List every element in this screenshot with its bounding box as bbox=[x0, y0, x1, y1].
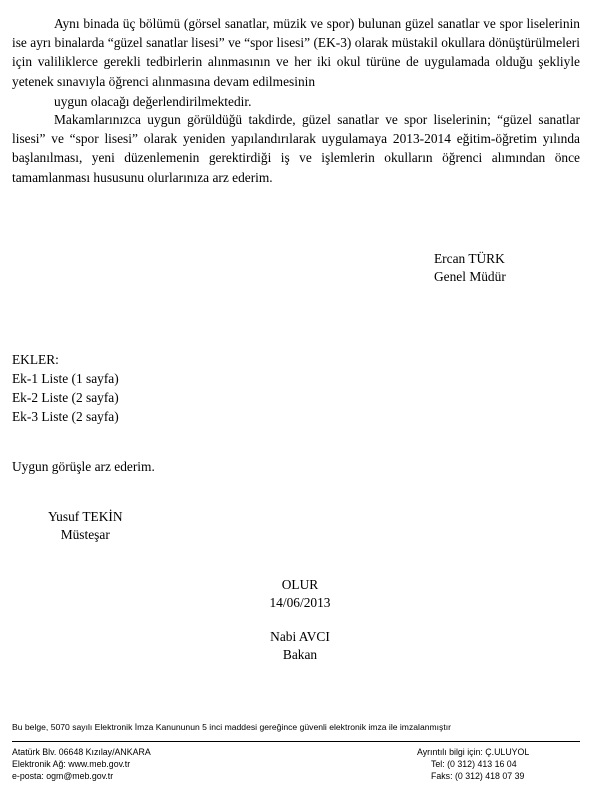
footer-contact-person: Ayrıntılı bilgi için: Ç.ULUYOL bbox=[417, 747, 530, 757]
minister-signature-block bbox=[230, 628, 370, 664]
footer-divider bbox=[12, 741, 580, 742]
undersecretary-signature-block bbox=[48, 508, 123, 544]
minister-name: Nabi AVCI bbox=[270, 629, 330, 644]
director-signature-block bbox=[434, 250, 506, 286]
attachments-list bbox=[12, 350, 119, 426]
body-continuation-line: uygun olacağı değerlendirilmektedir. bbox=[54, 94, 252, 109]
attachment-item: Ek-3 Liste (2 sayfa) bbox=[12, 409, 119, 424]
approval-date: 14/06/2013 bbox=[269, 595, 331, 610]
undersecretary-title: Müsteşar bbox=[60, 527, 110, 542]
footer-email-link[interactable]: e-posta: ogm@meb.gov.tr bbox=[12, 771, 114, 781]
director-title: Genel Müdür bbox=[434, 269, 506, 284]
footer-phone: Tel: (0 312) 413 16 04 bbox=[431, 759, 517, 769]
attachment-item: Ek-2 Liste (2 sayfa) bbox=[12, 390, 119, 405]
footer-address-block bbox=[12, 746, 151, 782]
electronic-signature-note: Bu belge, 5070 sayılı Elektronik İmza Kanununun 5 inci maddesi gereğince güvenli elektronik imza ile imzalanmıştır bbox=[12, 722, 451, 732]
minister-title: Bakan bbox=[282, 647, 318, 662]
body-paragraph-2: Makamlarınızca uygun görüldüğü takdirde, güzel sanatlar ve spor liselerinin; “güzel sanatlar lisesi” ve “spor lisesi” olarak yeniden yapılandırılarak uygulamaya 2013-2014 eğitim-öğretim yılında başlanılması, yeni düzenlemenin gerektirdiği iş ve işlemlerin okulların öğrenci alımından önce tamamlanması hususunu olurlarınıza arz ederim. bbox=[12, 112, 580, 185]
approval-label: OLUR bbox=[281, 577, 319, 592]
footer-web-link[interactable]: Elektronik Ağ: www.meb.gov.tr bbox=[12, 759, 131, 769]
undersecretary-name: Yusuf TEKİN bbox=[48, 509, 123, 524]
approval-block bbox=[230, 576, 370, 612]
attachment-item: Ek-1 Liste (1 sayfa) bbox=[12, 371, 119, 386]
director-name: Ercan TÜRK bbox=[434, 251, 505, 266]
closing-statement: Uygun görüşle arz ederim. bbox=[12, 459, 155, 474]
attachments-heading: EKLER: bbox=[12, 352, 59, 367]
footer-address: Atatürk Blv. 06648 Kızılay/ANKARA bbox=[12, 747, 151, 757]
body-paragraph-1: Aynı binada üç bölümü (görsel sanatlar, müzik ve spor) bulunan güzel sanatlar ve spor liselerinin ise ayrı binalarda “güzel sanatlar lisesi” ve “spor lisesi” (EK-3) olarak müstakil okullara dönüştürülmeleri için valiliklerce gerekli tedbirlerin alınmasının ve her iki okul türüne de uygulamada olduğu şekliyle yetenek sınavıyla öğrenci alınmasına devam edilmesinin bbox=[12, 16, 580, 89]
footer-fax: Faks: (0 312) 418 07 39 bbox=[431, 771, 525, 781]
footer-contact-block bbox=[417, 746, 529, 782]
